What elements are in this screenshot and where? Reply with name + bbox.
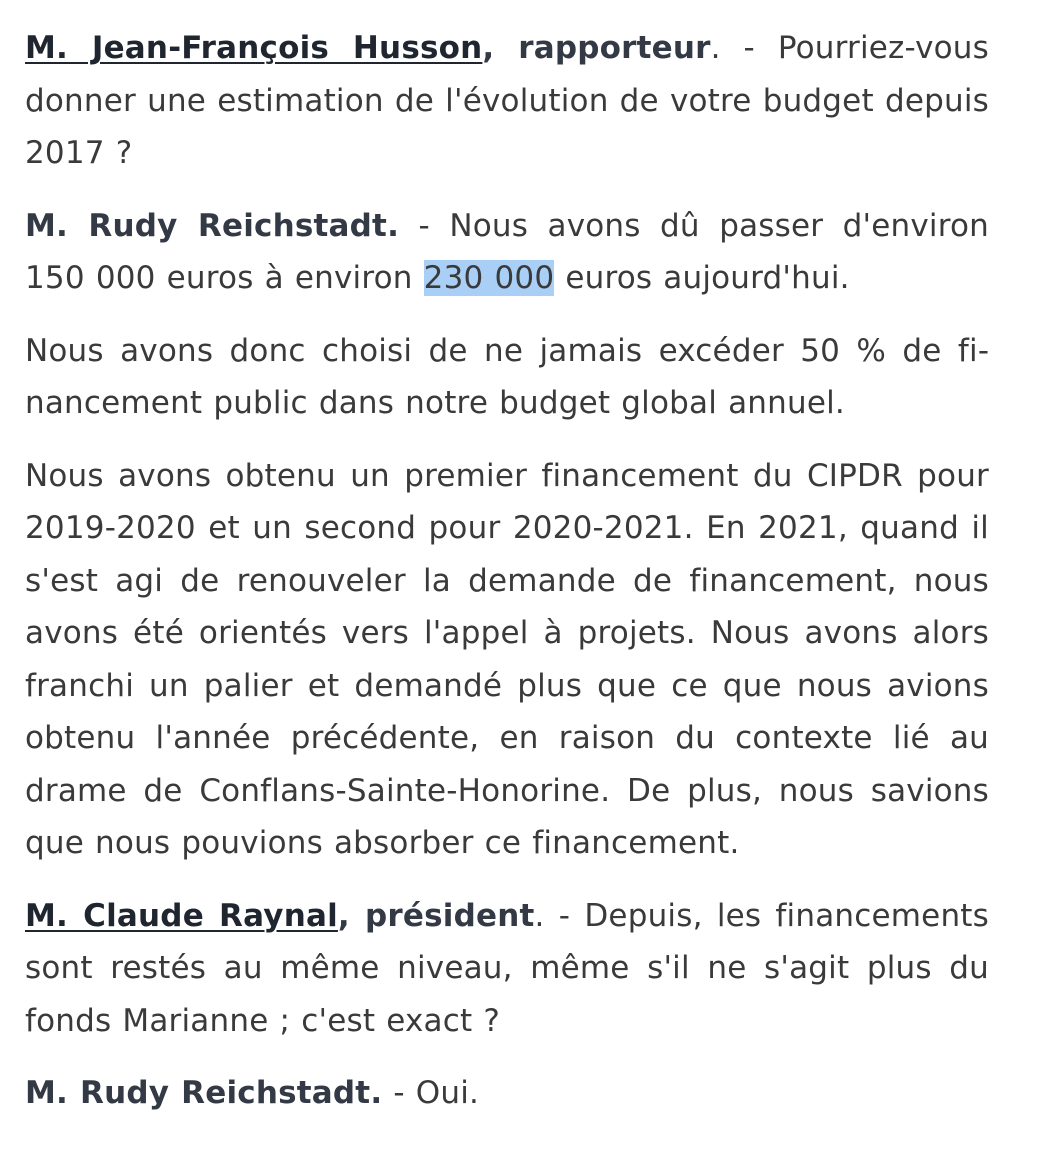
paragraph-text: Nous avons obtenu un premier financement du CIPDR pour 2019-2020 et un second pour 2020-2021. En 2021, quand il s'est agi de renouveler la demande de financement, nous avons été orientés vers l'appel à projets. Nous avons alors franchi un palier et demandé plus que ce que nous avions obtenu l'année précédente, en raison du contexte lié au drame de Conflans-Sainte-Honorine. De plus, nous savions que nous pouvions absorber ce financement. — [25, 457, 989, 861]
speaker-end: . — [710, 30, 721, 66]
speaker-separator: , — [337, 897, 366, 934]
paragraph-cipdr-funding — [25, 450, 989, 870]
paragraph-text: Nous avons donc choisi de ne jamais excéder 50 % de financement public dans notre budget global annuel. — [25, 332, 989, 421]
highlighted-amount[interactable]: 230 000 — [423, 260, 555, 296]
paragraph-raynal-question — [25, 890, 989, 1048]
paragraph-husson-question — [25, 22, 989, 180]
speaker-link-raynal[interactable]: M. Claude Raynal — [25, 897, 338, 934]
speaker-separator: , — [482, 30, 519, 66]
paragraph-text: - Oui. — [382, 1075, 480, 1111]
speaker-name-reichstadt: M. Rudy Reichstadt. — [25, 207, 400, 244]
paragraph-public-funding-cap — [25, 325, 989, 430]
speaker-role: président — [365, 897, 535, 934]
paragraph-text: - Depuis, les financements sont restés au même niveau, même s'il ne s'agit plus du fonds Marianne ; c'est exact ? — [25, 897, 989, 1039]
speaker-end: . — [534, 897, 545, 934]
speaker-name-reichstadt: M. Rudy Reichstadt. — [25, 1075, 383, 1111]
transcript — [25, 22, 989, 1140]
paragraph-text: euros aujourd'hui. — [554, 260, 850, 296]
speaker-link-husson[interactable]: M. Jean-François Husson — [25, 30, 483, 66]
paragraph-reichstadt-yes — [25, 1067, 989, 1120]
paragraph-text: - Pourriez-vous donner une estimation de l'évolution de votre budget depuis 2017 ? — [25, 30, 989, 171]
paragraph-text: - Nous avons dû passer d'environ 150 000 euros à environ — [25, 207, 989, 296]
speaker-role: rapporteur — [518, 30, 711, 66]
paragraph-reichstadt-answer-budget — [25, 200, 989, 305]
